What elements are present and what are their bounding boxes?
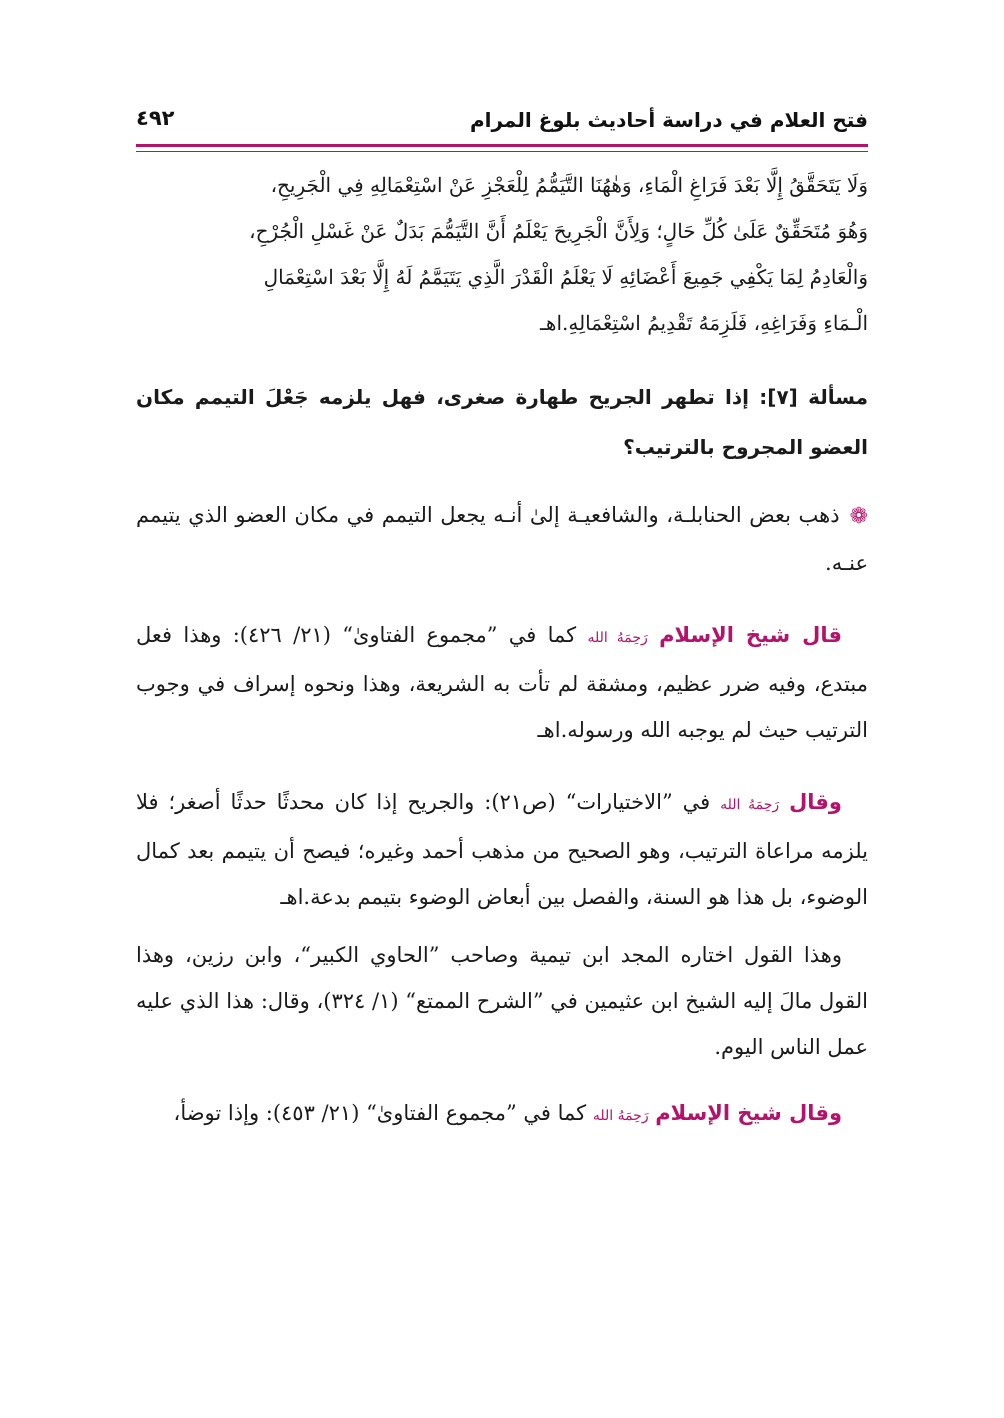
paragraph-quote-2: [136, 779, 868, 920]
issue-label: مسألة: [808, 385, 868, 409]
quoted-line: وَالْعَادِمُ لِمَا يَكْفِي جَمِيعَ أَعْضَائِهِ لَا يَعْلَمُ الْقَدْرَ الَّذِي يَتَيَمَّمُ لَهُ إِلَّا بَعْدَ اسْتِعْمَالِ: [263, 265, 868, 289]
scholar-name: قال شيخ الإسلام: [659, 623, 842, 647]
honorific: رَحِمَهُ الله: [720, 797, 780, 813]
quoted-line: وَلَا يَتَحَقَّقُ إِلَّا بَعْدَ فَرَاغِ الْمَاءِ، وَهٰهُنَا التَّيَمُّمُ لِلْعَجْزِ عَنْ اسْتِعْمَالِهِ فِي الْجَرِيحِ،: [270, 173, 868, 197]
page-number: ٤٩٢: [136, 106, 175, 130]
paragraph-opinion-2: [136, 932, 868, 1070]
paragraph-text: ذهب بعض الحنابلـة، والشافعيـة إلىٰ أنـه يجعل التيمم في مكان العضو الذي يتيمم عنـه.: [136, 503, 868, 575]
scholar-name: وقال: [789, 790, 842, 814]
document-page: [136, 100, 868, 1340]
honorific: رَحِمَهُ الله: [587, 630, 648, 646]
paragraph-quote-3: [136, 1090, 868, 1139]
issue-number: [٧]:: [759, 385, 798, 409]
header-rule-thin: [136, 151, 868, 152]
paragraph-text: في ”الاختيارات“ (ص٢١): والجريح إذا كان محدثًا حدثًا أصغر؛ فلا يلزمه مراعاة الترتيب، وهو الصحيح من مذهب أحمد وغيره؛ فيصح أن يتيمم بعد كمال الوضوء، بل هذا هو السنة، والفصل بين أبعاض الوضوء بتيمم بدعة.اهـ: [136, 790, 868, 909]
page-content: [136, 162, 868, 1139]
paragraph-quote-1: [136, 612, 868, 753]
header-rule-thick: [136, 144, 868, 147]
issue-heading: [136, 372, 868, 472]
running-title: فتح العلام في دراسة أحاديث بلوغ المرام: [469, 108, 868, 132]
paragraph-text: كما في ”مجموع الفتاوىٰ“ (٢١/ ٤٥٣): وإذا توضأ،: [173, 1101, 587, 1125]
paragraph-text: وهذا القول اختاره المجد ابن تيمية وصاحب ”الحاوي الكبير“، وابن رزين، وهذا القول مالَ إليه الشيخ ابن عثيمين في ”الشرح الممتع“ (١/ ٣٢٤)، وقال: هذا الذي عليه عمل الناس اليوم.: [136, 943, 868, 1059]
flower-icon: ❁: [849, 504, 868, 529]
honorific: رَحِمَهُ الله: [592, 1108, 649, 1124]
quoted-line: وَهُوَ مُتَحَقِّقٌ عَلَىٰ كُلِّ حَالٍ؛ وَلِأَنَّ الْجَرِيحَ يَعْلَمُ أَنَّ التَّيَمُّمَ بَدَلٌ عَنْ غَسْلِ الْجُرْحِ،: [249, 219, 868, 243]
issue-question: إذا تطهر الجريح طهارة صغرى، فهل يلزمه جَعْلَ التيمم مكان العضو المجروح بالترتيب؟: [136, 385, 868, 459]
scholar-name: وقال شيخ الإسلام: [655, 1101, 842, 1125]
quoted-line: الْـمَاءِ وَفَرَاغِهِ، فَلَزِمَهُ تَقْدِيمُ اسْتِعْمَالِهِ.اهـ: [540, 311, 868, 335]
page-header: [136, 100, 868, 146]
quoted-passage: [136, 162, 868, 346]
paragraph-opinion: [136, 492, 868, 586]
paragraph-text: كما في ”مجموع الفتاوىٰ“ (٢١/ ٤٢٦): وهذا فعل مبتدع، وفيه ضرر عظيم، ومشقة لم تأت به الشريعة، وهذا ونحوه إسراف في وجوب الترتيب حيث لم يوجبه الله ورسوله.اهـ: [136, 623, 868, 742]
